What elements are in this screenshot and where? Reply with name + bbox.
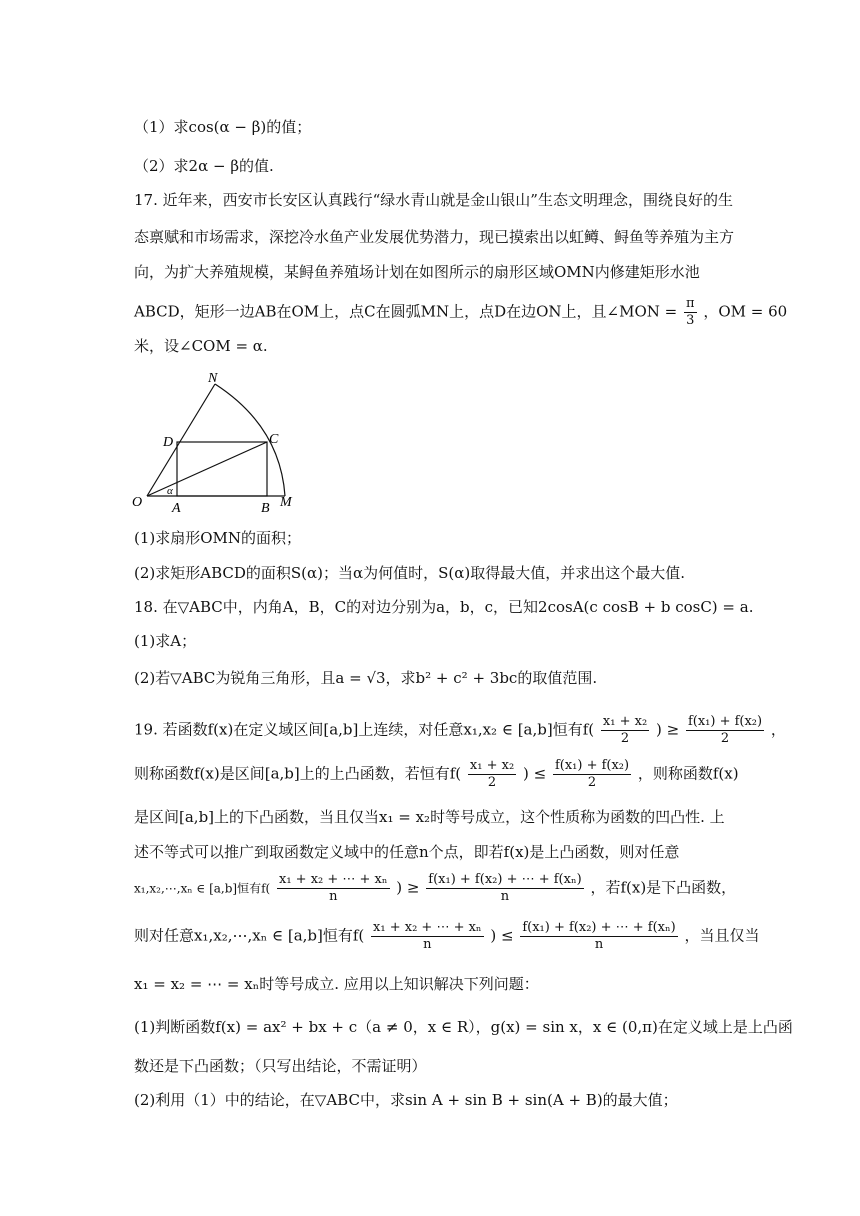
q16-part1: （1）求cos(α − β)的值； xyxy=(134,118,312,136)
q19-line1 xyxy=(134,714,786,747)
n-point-mean-fraction xyxy=(371,920,484,953)
fraction-numerator: x₁ + x₂ xyxy=(469,758,515,773)
q17-sub1: (1)求扇形OMN的面积； xyxy=(134,529,302,547)
q19-line5-relation: ) ≥ xyxy=(396,878,420,897)
label-D: D xyxy=(163,435,174,450)
n-point-mean-fraction xyxy=(277,872,390,905)
q19-line1-tail: ， xyxy=(770,720,786,739)
fraction-denominator: n xyxy=(423,937,432,952)
q19-line5-text: x₁,x₂,⋯,xₙ ∈ [a,b]恒有f( xyxy=(134,881,271,896)
label-C: C xyxy=(269,432,279,447)
midpoint-fraction xyxy=(468,758,516,791)
q19-line2-relation: ) ≤ xyxy=(522,764,547,783)
q17-line2: 态禀赋和市场需求，深挖冷水鱼产业发展优势潜力，现已摸索出以虹鳟、鲟鱼等养殖为主方 xyxy=(134,228,735,246)
q19-line1-text: 19. 若函数f(x)在定义域区间[a,b]上连续，对任意x₁,x₂ ∈ [a,b]恒有f( xyxy=(134,720,595,739)
segment-OC xyxy=(147,442,267,496)
q19-line2 xyxy=(134,758,739,791)
fraction-denominator: n xyxy=(594,937,604,952)
fraction-denominator: 2 xyxy=(720,731,730,746)
q17-line4 xyxy=(134,296,787,329)
fraction-numerator: π xyxy=(686,296,695,311)
q18-sub1: (1)求A； xyxy=(134,632,197,650)
sector-figure xyxy=(130,366,310,516)
q19-line5-tail: ，若f(x)是下凸函数， xyxy=(590,878,737,897)
segment-ON xyxy=(147,384,215,496)
fraction-denominator: 2 xyxy=(487,775,497,790)
q17-line3: 向，为扩大养殖规模，某鲟鱼养殖场计划在如图所示的扇形区域OMN内修建矩形水池 xyxy=(134,263,700,281)
fraction-denominator: n xyxy=(329,889,338,904)
fraction-numerator: x₁ + x₂ xyxy=(602,714,648,729)
q18-line1: 18. 在▽ABC中，内角A，B，C的对边分别为a，b，c，已知2cosA(c cosB + b cosC) = a. xyxy=(134,598,754,616)
q19-line6-relation: ) ≤ xyxy=(490,926,514,945)
q17-line5: 米，设∠COM = α. xyxy=(134,337,268,355)
label-N: N xyxy=(208,371,218,386)
q19-line6 xyxy=(134,920,760,953)
q17-line4-tail: ，OM = 60 xyxy=(703,302,788,321)
label-B: B xyxy=(261,501,270,516)
q19-line4: 述不等式可以推广到取函数定义域中的任意n个点，即若f(x)是上凸函数，则对任意 xyxy=(134,843,680,861)
q18-sub2: (2)若▽ABC为锐角三角形，且a = √3，求b² + c² + 3bc的取值范围. xyxy=(134,669,598,687)
q17-line1: 17. 近年来，西安市长安区认真践行“绿水青山就是金山银山”生态文明理念，围绕良好的生 xyxy=(134,191,733,209)
q19-line2-tail: ，则称函数f(x) xyxy=(637,764,739,783)
n-value-mean-fraction xyxy=(520,920,677,953)
q19-line7: x₁ = x₂ = ⋯ = xₙ时等号成立. 应用以上知识解决下列问题： xyxy=(134,975,539,993)
q19-sub1-line2: 数还是下凸函数；（只写出结论，不需证明） xyxy=(134,1057,427,1075)
q19-line5 xyxy=(134,872,736,905)
fraction-numerator: f(x₁) + f(x₂) + ⋯ + f(xₙ) xyxy=(428,872,582,887)
label-O: O xyxy=(132,495,143,510)
q19-sub2: (2)利用（1）中的结论，在▽ABC中，求sin A + sin B + sin(A + B)的最大值； xyxy=(134,1091,678,1109)
midpoint-fraction xyxy=(601,714,649,747)
fraction-numerator: f(x₁) + f(x₂) xyxy=(687,714,763,729)
q19-sub1-line1: (1)判断函数f(x) = ax² + bx + c（a ≠ 0，x ∈ R），g(x) = sin x，x ∈ (0,π)在定义域上是上凸函 xyxy=(134,1018,793,1036)
label-M: M xyxy=(280,495,292,510)
q19-line1-relation: ) ≥ xyxy=(655,720,680,739)
rectangle-ABCD xyxy=(177,442,267,496)
fraction-denominator: 3 xyxy=(686,313,695,328)
q17-sub2: (2)求矩形ABCD的面积S(α)；当α为何值时，S(α)取得最大值，并求出这个最大值. xyxy=(134,564,686,582)
fraction-numerator: x₁ + x₂ + ⋯ + xₙ xyxy=(373,920,482,935)
q19-line3: 是区间[a,b]上的下凸函数，当且仅当x₁ = x₂时等号成立，这个性质称为函数的凹凸性. 上 xyxy=(134,808,725,826)
q16-part2: （2）求2α − β的值. xyxy=(134,157,274,175)
fraction-numerator: f(x₁) + f(x₂) xyxy=(554,758,630,773)
pi-over-3-fraction xyxy=(684,296,697,329)
n-value-mean-fraction xyxy=(426,872,583,905)
fraction-denominator: 2 xyxy=(620,731,630,746)
fraction-numerator: x₁ + x₂ + ⋯ + xₙ xyxy=(279,872,388,887)
q17-line4-text: ABCD，矩形一边AB在OM上，点C在圆弧MN上，点D在边ON上，且∠MON = xyxy=(134,302,678,321)
fraction-denominator: 2 xyxy=(587,775,597,790)
label-A: A xyxy=(172,501,181,516)
q19-line6-tail: ，当且仅当 xyxy=(684,926,760,945)
fraction-numerator: f(x₁) + f(x₂) + ⋯ + f(xₙ) xyxy=(522,920,676,935)
label-alpha: α xyxy=(167,485,173,497)
q19-line6-text: 则对任意x₁,x₂,⋯,xₙ ∈ [a,b]恒有f( xyxy=(134,926,365,945)
q19-line2-text: 则称函数f(x)是区间[a,b]上的上凸函数，若恒有f( xyxy=(134,764,462,783)
average-fraction xyxy=(553,758,631,791)
average-fraction xyxy=(686,714,764,747)
fraction-denominator: n xyxy=(500,889,510,904)
